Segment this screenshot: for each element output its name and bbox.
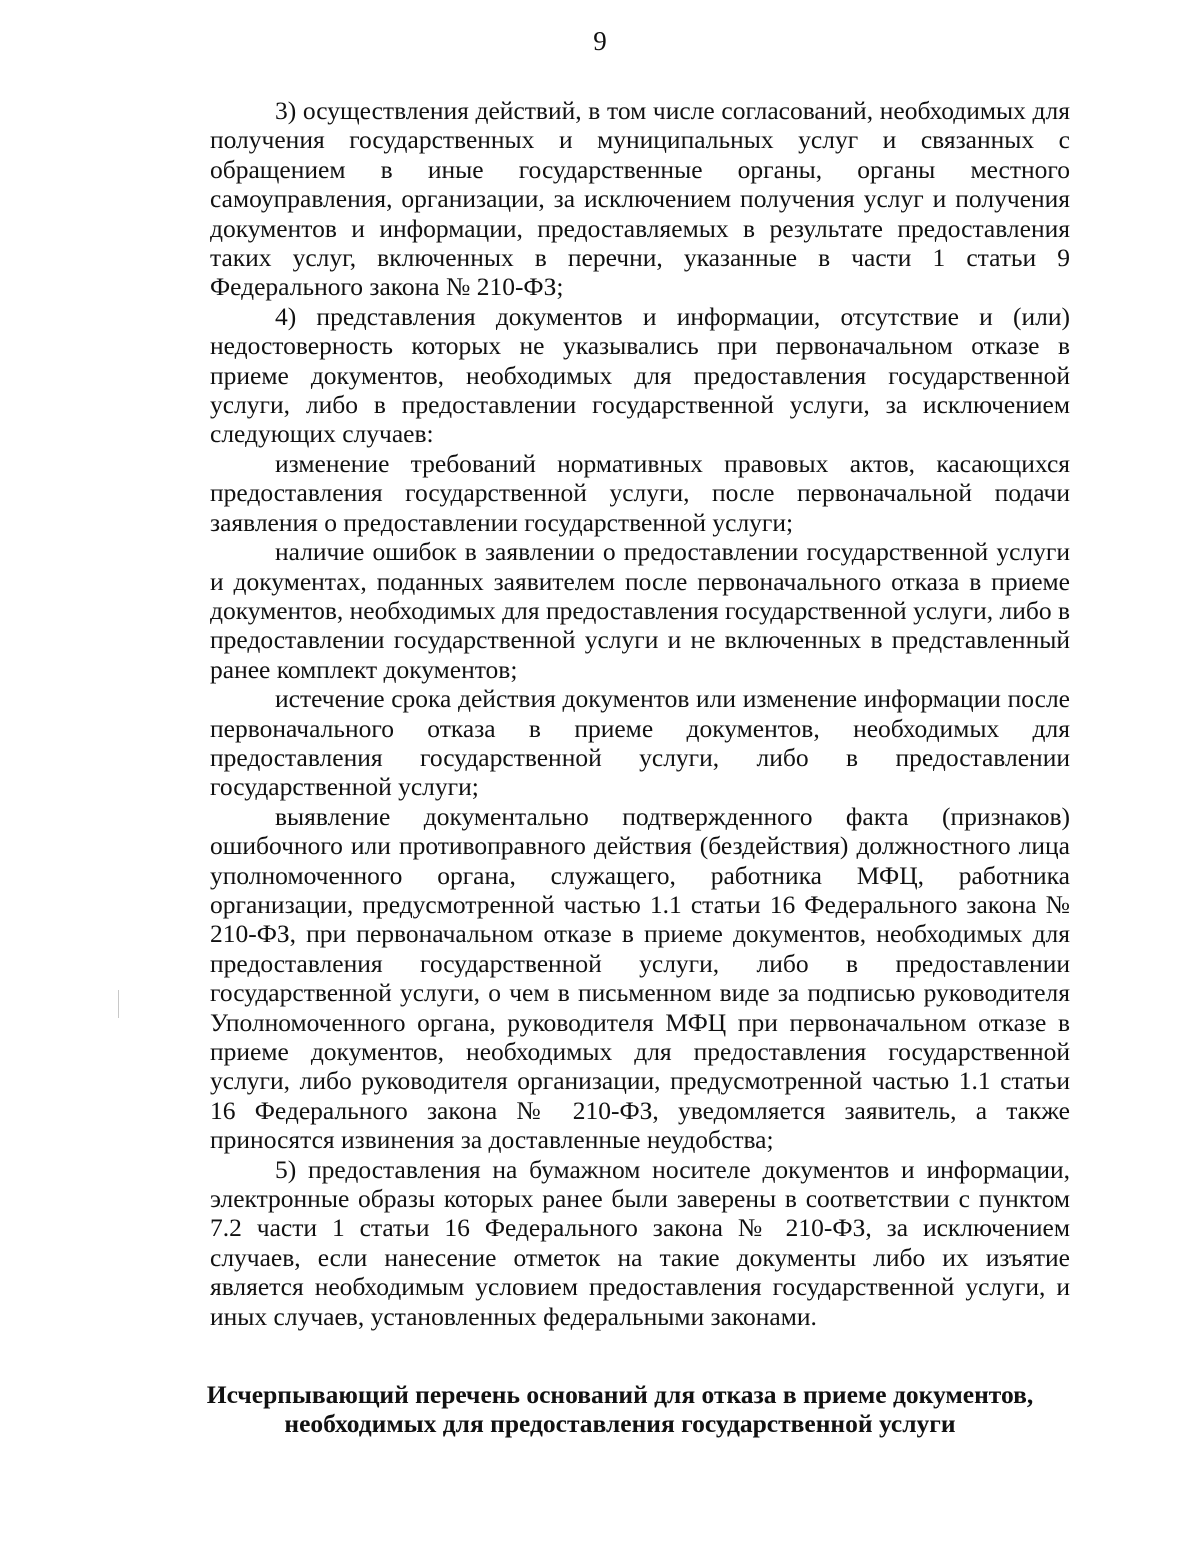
paragraph-item-3: 3) осуществления действий, в том числе согласований, необходимых для получения государственных и муниципальных услуг и связанных с обращением в иные государственные органы, органы местного самоуправления, организации, за исключением получения услуг и получения документов и информации, предоставляемых в результате предоставления таких услуг, включенных в перечни, указанные в части 1 статьи 9 Федерального закона № 210-ФЗ; [210,96,1070,302]
paragraph-item-5: 5) предоставления на бумажном носителе документов и информации, электронные образы которых ранее были заверены в соответствии с пунктом 7.2 части 1 статьи 16 Федерального закона № 210-ФЗ, за исключением случаев, если нанесение отметок на такие документы либо их изъятие является необходимым условием предоставления государственной услуги, и иных случаев, установленных федеральными законами. [210,1154,1070,1331]
document-body [210,96,1070,1331]
page-number: 9 [593,26,607,56]
paragraph-item-4: 4) представления документов и информации, отсутствие и (или) недостоверность которых не указывались при первоначальном отказе в приеме документов, необходимых для предоставления государственной услуги, либо в предоставлении государственной услуги, за исключением следующих случаев: [210,301,1070,449]
paragraph-case-expiry: истечение срока действия документов или изменение информации после первоначального отказа в приеме документов, необходимых для предоставления государственной услуги, либо в предоставлении государственной услуги; [210,684,1070,802]
section-heading-line-1: Исчерпывающий перечень оснований для отказа в приеме документов, [206,1380,1034,1409]
scan-artifact-line [118,990,119,1018]
section-heading [180,1380,1060,1439]
paragraph-case-requirements-change: изменение требований нормативных правовых актов, касающихся предоставления государственной услуги, после первоначальной подачи заявления о предоставлении государственной услуги; [210,448,1070,537]
paragraph-case-misconduct: выявление документально подтвержденного факта (признаков) ошибочного или противоправного действия (бездействия) должностного лица уполномоченного органа, служащего, работника МФЦ, работника организации, предусмотренной частью 1.1 статьи 16 Федерального закона № 210-ФЗ, при первоначальном отказе в приеме документов, необходимых для предоставления государственной услуги, либо в предоставлении государственной услуги, о чем в письменном виде за подписью руководителя Уполномоченного органа, руководителя МФЦ при первоначальном отказе в приеме документов, необходимых для предоставления государственной услуги, либо руководителя организации, предусмотренной частью 1.1 статьи 16 Федерального закона № 210-ФЗ, уведомляется заявитель, а также приносятся извинения за доставленные неудобства; [210,801,1070,1155]
section-heading-line-2: необходимых для предоставления государственной услуги [284,1409,956,1439]
paragraph-case-errors: наличие ошибок в заявлении о предоставлении государственной услуги и документах, поданных заявителем после первоначального отказа в приеме документов, необходимых для предоставления государственной услуги, либо в предоставлении государственной услуги и не включенных в представленный ранее комплект документов; [210,537,1070,684]
